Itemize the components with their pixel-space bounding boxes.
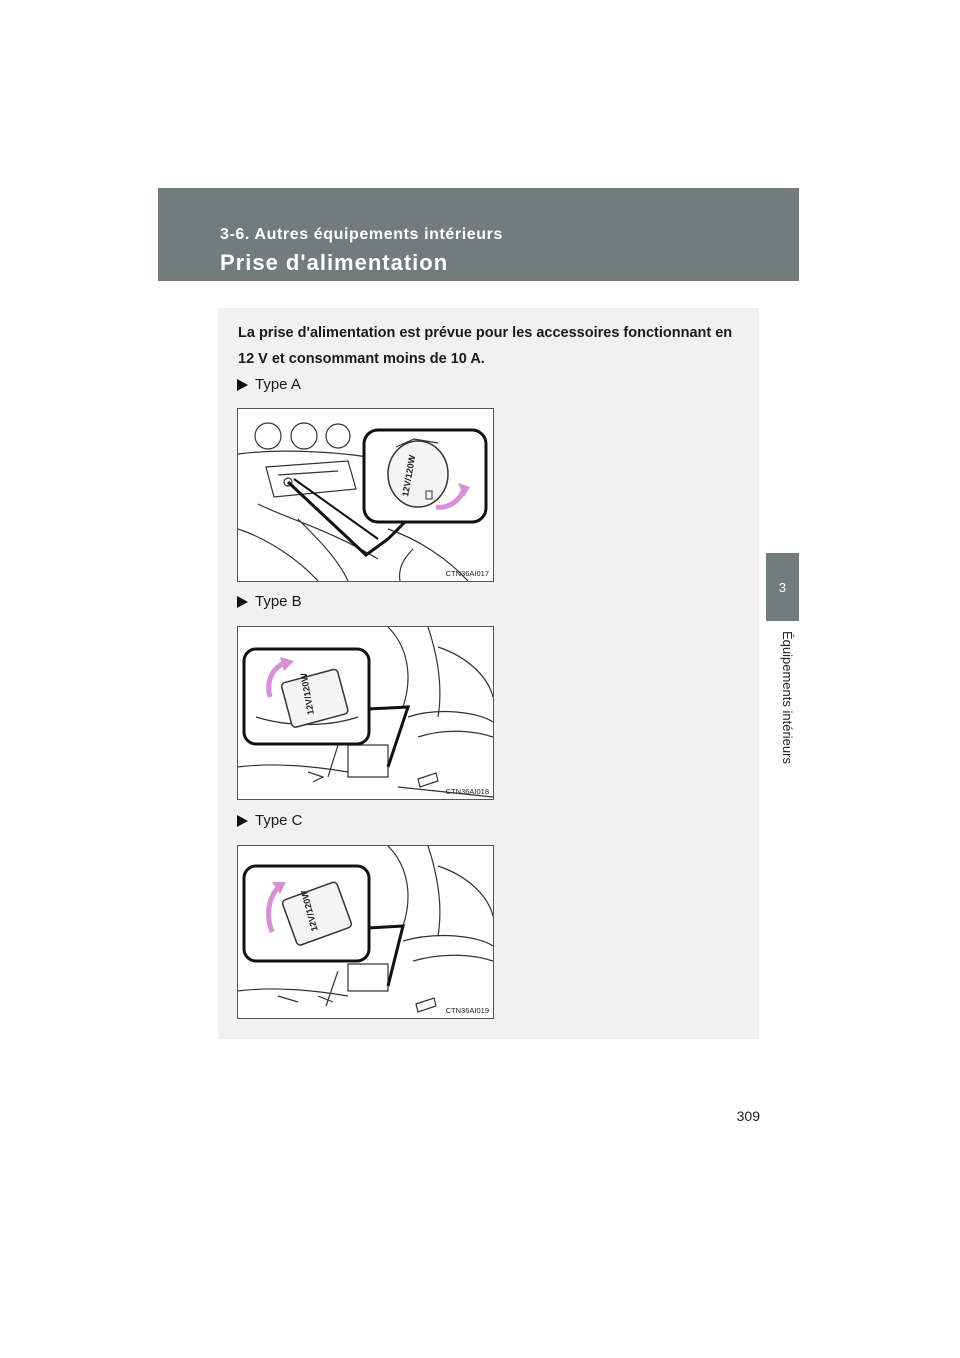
chapter-tab-label: Équipements intérieurs: [780, 631, 795, 764]
type-a-text: Type A: [255, 376, 301, 393]
type-b-label: [237, 593, 302, 610]
section-label: 3-6. Autres équipements intérieurs: [220, 226, 503, 243]
figure-type-c: [237, 845, 494, 1019]
type-c-label: [237, 812, 303, 829]
power-outlet-type-b-illustration: [238, 627, 493, 799]
figure-type-a: [237, 408, 494, 582]
type-b-text: Type B: [255, 593, 302, 610]
figure-code: CTN36AI018: [445, 787, 489, 796]
header-band: [158, 188, 799, 281]
figure-code: CTN36AI017: [445, 569, 489, 578]
content-box: [218, 308, 759, 1039]
bullet-arrow-icon: [237, 379, 248, 391]
bullet-arrow-icon: [237, 815, 248, 827]
cap-rating-text: 12V/120W: [400, 454, 418, 498]
figure-type-b: [237, 626, 494, 800]
chapter-tab-number: 3: [766, 553, 799, 621]
bullet-arrow-icon: [237, 596, 248, 608]
power-outlet-type-a-illustration: [238, 409, 493, 581]
intro-text: La prise d'alimentation est prévue pour les accessoires fonctionnant en 12 V et consommant moins de 10 A.: [238, 325, 733, 367]
page-number: 309: [736, 1108, 760, 1124]
type-c-text: Type C: [255, 812, 303, 829]
power-outlet-type-c-illustration: [238, 846, 493, 1018]
type-a-label: [237, 376, 301, 393]
cap-rating-text: 12V/120W: [298, 672, 316, 716]
page-title: Prise d'alimentation: [220, 250, 449, 275]
cap-rating-text: 12V/120W: [299, 889, 320, 933]
figure-code: CTN36AI019: [445, 1006, 489, 1015]
